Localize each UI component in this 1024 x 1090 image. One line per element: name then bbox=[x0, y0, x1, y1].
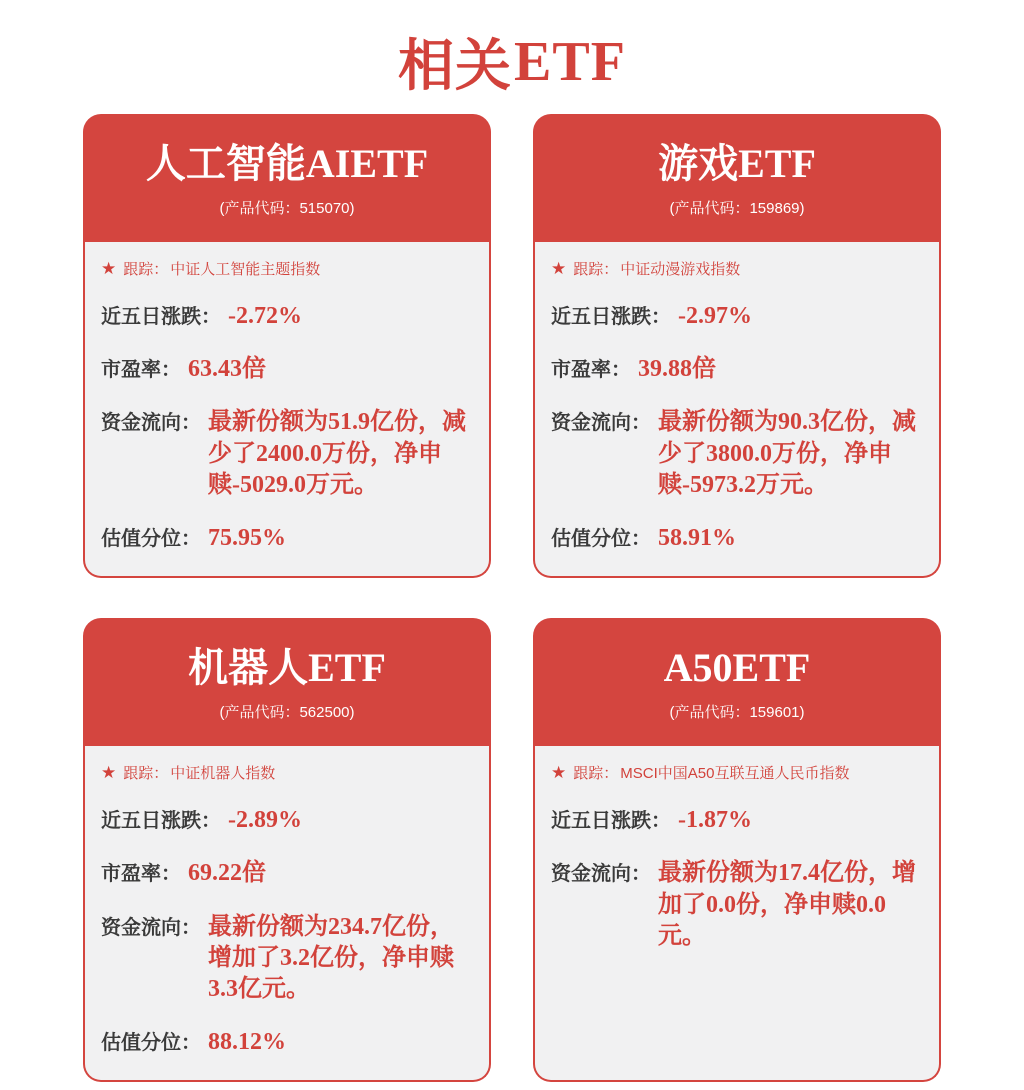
track-label: 跟踪： bbox=[573, 261, 619, 278]
metric-value: 最新份额为90.3亿份，减少了3800.0万份，净申赎-5973.2万元。 bbox=[658, 409, 916, 498]
metric-row bbox=[101, 300, 471, 332]
metric-label: 估值分位： bbox=[551, 527, 651, 550]
metric-row bbox=[101, 353, 471, 385]
card-title-zh: 机器人 bbox=[188, 646, 309, 691]
etf-card-game bbox=[533, 114, 941, 578]
metric-row bbox=[551, 353, 921, 385]
card-product-code: (产品代码：562500) bbox=[219, 704, 355, 722]
metric-rows bbox=[551, 804, 921, 952]
card-title-en: AIETF bbox=[305, 141, 429, 186]
card-header bbox=[533, 114, 941, 242]
metric-label: 资金流向： bbox=[101, 916, 201, 939]
metric-row bbox=[101, 522, 471, 554]
card-product-code: (产品代码：515070) bbox=[219, 200, 355, 217]
track-row bbox=[551, 258, 921, 279]
card-title-en: A50ETF bbox=[663, 645, 811, 691]
page-title bbox=[0, 10, 1024, 114]
metric-label: 近五日涨跌： bbox=[101, 810, 221, 833]
track-index-name: 中证动漫游戏指数 bbox=[620, 261, 741, 278]
star-icon: ★ bbox=[101, 259, 117, 278]
metric-value: 39.88倍 bbox=[638, 356, 716, 383]
metric-row bbox=[551, 406, 921, 501]
card-title-zh: 人工智能 bbox=[145, 142, 306, 186]
metric-row bbox=[101, 406, 471, 501]
metric-label: 资金流向： bbox=[101, 412, 201, 435]
metric-row bbox=[101, 804, 471, 836]
metric-label: 估值分位： bbox=[101, 1032, 201, 1055]
track-label: 跟踪： bbox=[573, 765, 619, 783]
track-row bbox=[551, 762, 921, 783]
metric-value: -2.97% bbox=[678, 303, 752, 329]
page-title-en: ETF bbox=[514, 31, 626, 93]
card-title bbox=[188, 646, 386, 690]
card-body bbox=[533, 242, 941, 578]
metric-label: 近五日涨跌： bbox=[551, 306, 671, 328]
card-product-code: (产品代码：159869) bbox=[669, 200, 805, 217]
metric-label: 市盈率： bbox=[101, 359, 181, 382]
etf-card-grid bbox=[0, 114, 1024, 1082]
metric-label: 近五日涨跌： bbox=[551, 810, 671, 833]
track-row bbox=[101, 762, 471, 783]
metric-value: 63.43倍 bbox=[188, 356, 266, 383]
metric-label: 近五日涨跌： bbox=[101, 306, 221, 328]
card-header bbox=[533, 618, 941, 746]
metric-row bbox=[551, 300, 921, 332]
etf-card-robot bbox=[83, 618, 491, 1082]
track-index-name: 中证机器人指数 bbox=[170, 765, 276, 783]
track-index-name: MSCI中国A50互联互通人民币指数 bbox=[620, 765, 850, 783]
track-index-name: 中证人工智能主题指数 bbox=[170, 261, 321, 278]
metric-label: 资金流向： bbox=[551, 863, 651, 886]
track-row bbox=[101, 258, 471, 279]
star-icon: ★ bbox=[551, 763, 567, 783]
card-body bbox=[83, 242, 491, 578]
metric-row bbox=[101, 1026, 471, 1058]
metric-value: 58.91% bbox=[658, 524, 736, 551]
card-header bbox=[83, 618, 491, 746]
card-title bbox=[658, 142, 816, 186]
metric-rows bbox=[551, 300, 921, 554]
metric-label: 市盈率： bbox=[551, 359, 631, 382]
card-product-code: (产品代码：159601) bbox=[669, 704, 805, 722]
metric-rows bbox=[101, 804, 471, 1058]
metric-value: 最新份额为51.9亿份，减少了2400.0万份，净申赎-5029.0万元。 bbox=[208, 409, 466, 498]
card-title-zh: 游戏 bbox=[658, 142, 739, 186]
metric-rows bbox=[101, 300, 471, 554]
card-body bbox=[533, 746, 941, 1082]
metric-value: 最新份额为17.4亿份，增加了0.0份，净申赎0.0元。 bbox=[658, 860, 916, 949]
etf-card-a50 bbox=[533, 618, 941, 1082]
card-title bbox=[664, 646, 811, 690]
metric-row bbox=[101, 857, 471, 889]
card-body bbox=[83, 746, 491, 1082]
metric-row bbox=[551, 857, 921, 952]
card-title bbox=[146, 142, 428, 186]
card-title-en: ETF bbox=[308, 645, 386, 691]
star-icon: ★ bbox=[101, 763, 117, 783]
etf-card-aietf bbox=[83, 114, 491, 578]
card-title-en: ETF bbox=[738, 141, 816, 186]
metric-label: 市盈率： bbox=[101, 863, 181, 886]
metric-value: -2.89% bbox=[228, 807, 302, 834]
metric-value: -2.72% bbox=[228, 303, 302, 329]
metric-value: 69.22倍 bbox=[188, 860, 266, 887]
metric-value: 最新份额为234.7亿份，增加了3.2亿份，净申赎3.3亿元。 bbox=[208, 913, 454, 1002]
metric-value: 88.12% bbox=[208, 1029, 286, 1056]
track-label: 跟踪： bbox=[123, 765, 169, 783]
track-label: 跟踪： bbox=[123, 261, 169, 278]
page-title-zh: 相关 bbox=[398, 34, 513, 97]
card-header bbox=[83, 114, 491, 242]
metric-row bbox=[101, 911, 471, 1006]
star-icon: ★ bbox=[551, 259, 567, 278]
metric-row bbox=[551, 804, 921, 836]
metric-value: -1.87% bbox=[678, 807, 752, 834]
metric-value: 75.95% bbox=[208, 524, 286, 551]
metric-label: 估值分位： bbox=[101, 527, 201, 550]
metric-row bbox=[551, 522, 921, 554]
metric-label: 资金流向： bbox=[551, 412, 651, 435]
